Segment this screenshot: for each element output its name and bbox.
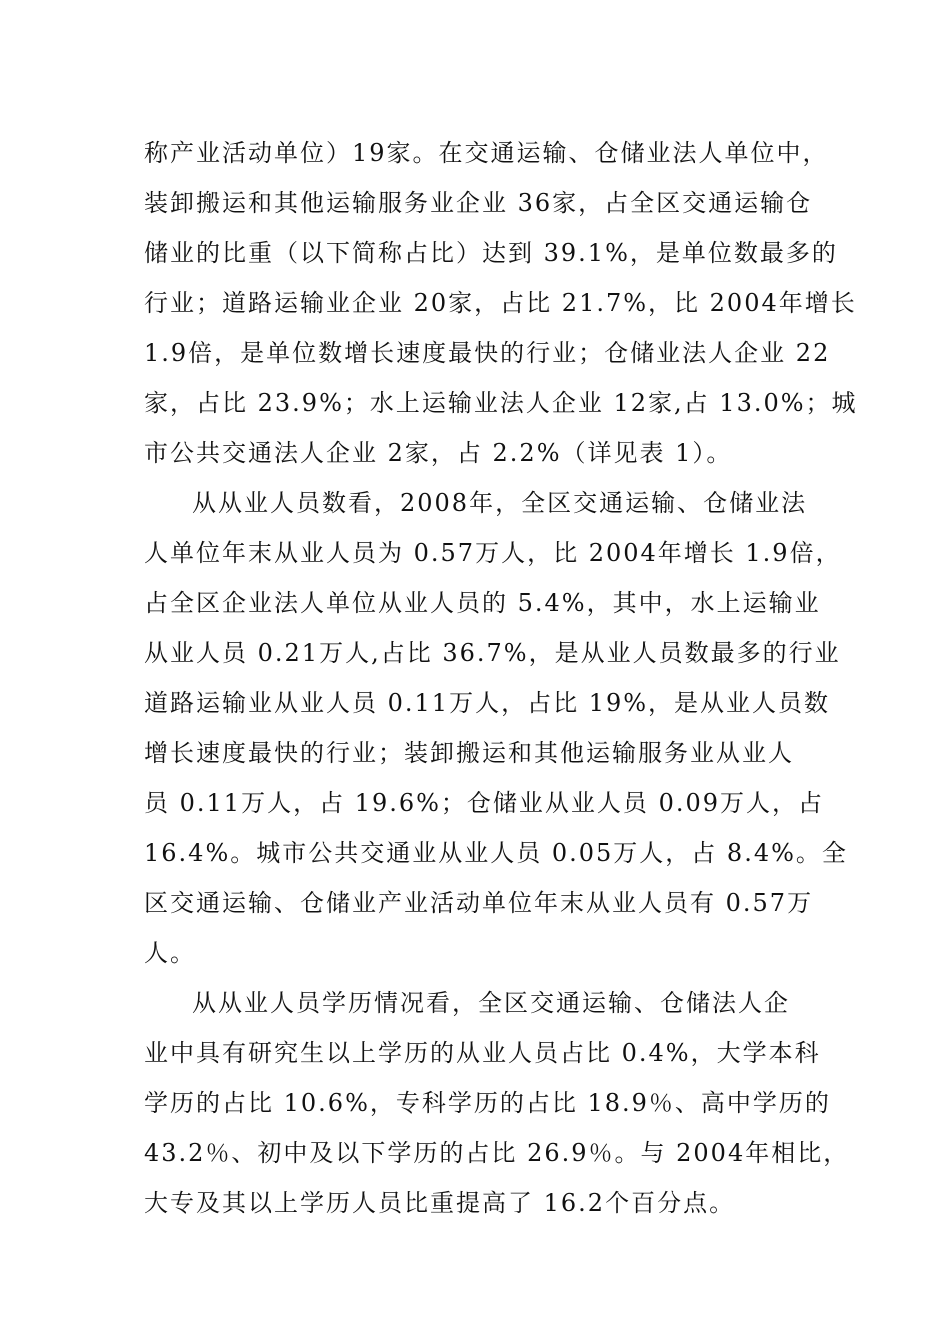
text-line: 家，占比 23.9%；水上运输业法人企业 12家,占 13.0%；城 [144,389,858,417]
text-line: 装卸搬运和其他运输服务业企业 36家，占全区交通运输仓 [144,189,813,217]
text-line: 学历的占比 10.6%，专科学历的占比 18.9％、高中学历的 [144,1089,831,1117]
text-line: 业中具有研究生以上学历的从业人员占比 0.4%，大学本科 [144,1039,821,1067]
text-line: 储业的比重（以下简称占比）达到 39.1%，是单位数最多的 [144,239,838,267]
text-line: 从从业人员数看，2008年，全区交通运输、仓储业法 [192,489,808,517]
text-line: 道路运输业从业人员 0.11万人，占比 19%，是从业人员数 [144,689,831,717]
text-line: 占全区企业法人单位从业人员的 5.4%，其中，水上运输业 [144,589,821,617]
text-line: 增长速度最快的行业；装卸搬运和其他运输服务业从业人 [144,739,794,767]
text-line: 16.4%。城市公共交通业从业人员 0.05万人，占 8.4%。全 [144,839,848,867]
paragraph-education-levels [144,978,850,1228]
paragraph-employee-counts [144,478,848,978]
text-line: 区交通运输、仓储业产业活动单位年末从业人员有 0.57万 [144,889,814,917]
text-line: 员 0.11万人，占 19.6%；仓储业从业人员 0.09万人，占 [144,789,825,817]
text-line: 市公共交通法人企业 2家，占 2.2%（详见表 1）。 [144,439,733,467]
text-line: 大专及其以上学历人员比重提高了 16.2个百分点。 [144,1189,736,1217]
text-line: 从从业人员学历情况看，全区交通运输、仓储法人企 [192,989,790,1017]
text-line: 43.2％、初中及以下学历的占比 26.9％。与 2004年相比， [144,1139,850,1167]
paragraph-unit-counts [144,128,858,478]
text-line: 从业人员 0.21万人,占比 36.7%，是从业人员数最多的行业 [144,639,841,667]
text-line: 行业；道路运输业企业 20家，占比 21.7%，比 2004年增长 [144,289,857,317]
text-line: 称产业活动单位）19家。在交通运输、仓储业法人单位中， [144,139,829,167]
text-line: 人单位年末从业人员为 0.57万人，比 2004年增长 1.9倍， [144,539,842,567]
text-line: 人。 [144,939,196,967]
document-body [144,128,858,1228]
text-line: 1.9倍，是单位数增长速度最快的行业；仓储业法人企业 22 [144,339,831,367]
